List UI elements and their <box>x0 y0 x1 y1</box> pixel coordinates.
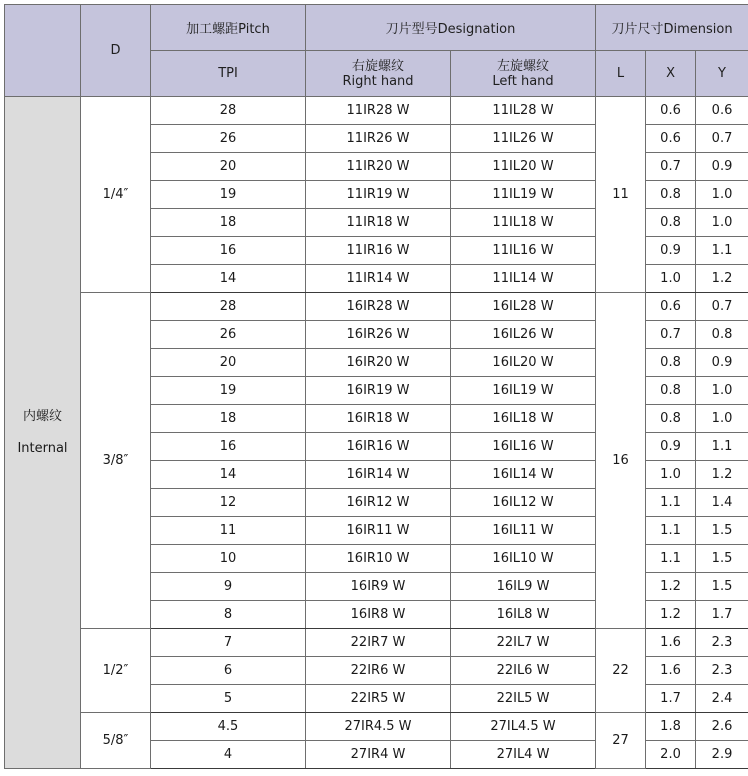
header-y: Y <box>696 51 748 97</box>
right-hand-cell: 11IR14 W <box>306 265 451 293</box>
tpi-cell: 14 <box>151 265 306 293</box>
x-cell: 1.2 <box>646 601 696 629</box>
left-hand-cell: 16IL14 W <box>451 461 596 489</box>
y-cell: 1.0 <box>696 181 748 209</box>
header-designation: 刀片型号Designation <box>306 5 596 51</box>
left-hand-cell: 11IL26 W <box>451 125 596 153</box>
right-hand-cell: 16IR8 W <box>306 601 451 629</box>
left-hand-cell: 27IL4 W <box>451 741 596 769</box>
right-hand-cell: 22IR7 W <box>306 629 451 657</box>
table-row <box>5 713 748 741</box>
y-cell: 1.0 <box>696 209 748 237</box>
header-x: X <box>646 51 696 97</box>
y-cell: 2.6 <box>696 713 748 741</box>
right-hand-cell: 16IR9 W <box>306 573 451 601</box>
x-cell: 0.7 <box>646 153 696 181</box>
header-category-blank <box>5 5 81 97</box>
category-cn: 内螺纹 <box>5 401 80 433</box>
right-hand-cell: 11IR18 W <box>306 209 451 237</box>
y-cell: 0.7 <box>696 125 748 153</box>
y-cell: 1.5 <box>696 573 748 601</box>
x-cell: 1.1 <box>646 545 696 573</box>
right-hand-cell: 16IR16 W <box>306 433 451 461</box>
tpi-cell: 5 <box>151 685 306 713</box>
left-hand-cell: 11IL19 W <box>451 181 596 209</box>
x-cell: 0.8 <box>646 349 696 377</box>
left-hand-cell: 11IL14 W <box>451 265 596 293</box>
right-hand-cell: 11IR20 W <box>306 153 451 181</box>
y-cell: 2.4 <box>696 685 748 713</box>
x-cell: 1.7 <box>646 685 696 713</box>
y-cell: 1.5 <box>696 517 748 545</box>
y-cell: 1.2 <box>696 461 748 489</box>
x-cell: 0.6 <box>646 97 696 125</box>
tpi-cell: 8 <box>151 601 306 629</box>
x-cell: 1.2 <box>646 573 696 601</box>
x-cell: 1.6 <box>646 629 696 657</box>
right-hand-cell: 16IR11 W <box>306 517 451 545</box>
header-left-hand <box>451 51 596 97</box>
y-cell: 2.9 <box>696 741 748 769</box>
table-row <box>5 97 748 125</box>
y-cell: 1.4 <box>696 489 748 517</box>
left-hand-cell: 16IL10 W <box>451 545 596 573</box>
right-hand-cell: 11IR26 W <box>306 125 451 153</box>
tpi-cell: 7 <box>151 629 306 657</box>
tpi-cell: 9 <box>151 573 306 601</box>
header-dimension: 刀片尺寸Dimension <box>596 5 748 51</box>
left-hand-cell: 16IL26 W <box>451 321 596 349</box>
thread-insert-spec-table <box>4 4 748 769</box>
table-row <box>5 293 748 321</box>
tpi-cell: 20 <box>151 349 306 377</box>
diameter-cell: 3/8″ <box>81 293 151 629</box>
x-cell: 1.0 <box>646 265 696 293</box>
left-hand-cell: 16IL9 W <box>451 573 596 601</box>
left-hand-cell: 11IL18 W <box>451 209 596 237</box>
y-cell: 1.5 <box>696 545 748 573</box>
left-hand-cell: 22IL6 W <box>451 657 596 685</box>
table-body <box>5 97 748 769</box>
x-cell: 0.8 <box>646 209 696 237</box>
left-hand-cell: 27IL4.5 W <box>451 713 596 741</box>
x-cell: 0.8 <box>646 181 696 209</box>
tpi-cell: 28 <box>151 293 306 321</box>
y-cell: 1.7 <box>696 601 748 629</box>
header-tpi: TPI <box>151 51 306 97</box>
header-d: D <box>81 5 151 97</box>
length-cell: 27 <box>596 713 646 769</box>
header-l: L <box>596 51 646 97</box>
right-hand-cell: 16IR26 W <box>306 321 451 349</box>
diameter-cell: 1/2″ <box>81 629 151 713</box>
x-cell: 0.6 <box>646 125 696 153</box>
tpi-cell: 26 <box>151 321 306 349</box>
left-hand-cell: 16IL11 W <box>451 517 596 545</box>
header-right-hand-en: Right hand <box>306 74 450 89</box>
left-hand-cell: 11IL16 W <box>451 237 596 265</box>
table-header <box>5 5 748 97</box>
right-hand-cell: 16IR28 W <box>306 293 451 321</box>
right-hand-cell: 27IR4.5 W <box>306 713 451 741</box>
right-hand-cell: 16IR10 W <box>306 545 451 573</box>
left-hand-cell: 16IL16 W <box>451 433 596 461</box>
left-hand-cell: 22IL5 W <box>451 685 596 713</box>
tpi-cell: 11 <box>151 517 306 545</box>
category-cell <box>5 97 81 769</box>
y-cell: 2.3 <box>696 629 748 657</box>
y-cell: 1.1 <box>696 433 748 461</box>
header-right-hand-cn: 右旋螺纹 <box>306 59 450 74</box>
right-hand-cell: 11IR19 W <box>306 181 451 209</box>
x-cell: 1.1 <box>646 517 696 545</box>
tpi-cell: 12 <box>151 489 306 517</box>
tpi-cell: 16 <box>151 433 306 461</box>
x-cell: 1.1 <box>646 489 696 517</box>
right-hand-cell: 16IR20 W <box>306 349 451 377</box>
right-hand-cell: 22IR5 W <box>306 685 451 713</box>
y-cell: 0.8 <box>696 321 748 349</box>
right-hand-cell: 16IR19 W <box>306 377 451 405</box>
tpi-cell: 4.5 <box>151 713 306 741</box>
x-cell: 0.7 <box>646 321 696 349</box>
tpi-cell: 28 <box>151 97 306 125</box>
x-cell: 0.9 <box>646 237 696 265</box>
length-cell: 16 <box>596 293 646 629</box>
tpi-cell: 18 <box>151 405 306 433</box>
tpi-cell: 20 <box>151 153 306 181</box>
y-cell: 1.1 <box>696 237 748 265</box>
table-row <box>5 629 748 657</box>
header-left-hand-cn: 左旋螺纹 <box>451 59 595 74</box>
category-en: Internal <box>5 433 80 465</box>
y-cell: 1.2 <box>696 265 748 293</box>
left-hand-cell: 16IL19 W <box>451 377 596 405</box>
left-hand-cell: 16IL28 W <box>451 293 596 321</box>
right-hand-cell: 11IR28 W <box>306 97 451 125</box>
diameter-cell: 1/4″ <box>81 97 151 293</box>
right-hand-cell: 16IR14 W <box>306 461 451 489</box>
length-cell: 11 <box>596 97 646 293</box>
x-cell: 0.9 <box>646 433 696 461</box>
tpi-cell: 16 <box>151 237 306 265</box>
right-hand-cell: 16IR12 W <box>306 489 451 517</box>
tpi-cell: 18 <box>151 209 306 237</box>
left-hand-cell: 16IL20 W <box>451 349 596 377</box>
length-cell: 22 <box>596 629 646 713</box>
y-cell: 1.0 <box>696 377 748 405</box>
right-hand-cell: 27IR4 W <box>306 741 451 769</box>
header-left-hand-en: Left hand <box>451 74 595 89</box>
left-hand-cell: 11IL28 W <box>451 97 596 125</box>
header-right-hand <box>306 51 451 97</box>
tpi-cell: 26 <box>151 125 306 153</box>
tpi-cell: 19 <box>151 377 306 405</box>
left-hand-cell: 16IL18 W <box>451 405 596 433</box>
right-hand-cell: 22IR6 W <box>306 657 451 685</box>
tpi-cell: 14 <box>151 461 306 489</box>
left-hand-cell: 16IL12 W <box>451 489 596 517</box>
x-cell: 0.8 <box>646 377 696 405</box>
tpi-cell: 6 <box>151 657 306 685</box>
y-cell: 1.0 <box>696 405 748 433</box>
y-cell: 0.9 <box>696 153 748 181</box>
left-hand-cell: 22IL7 W <box>451 629 596 657</box>
x-cell: 0.8 <box>646 405 696 433</box>
x-cell: 0.6 <box>646 293 696 321</box>
y-cell: 0.9 <box>696 349 748 377</box>
x-cell: 1.6 <box>646 657 696 685</box>
diameter-cell: 5/8″ <box>81 713 151 769</box>
right-hand-cell: 16IR18 W <box>306 405 451 433</box>
y-cell: 0.7 <box>696 293 748 321</box>
header-pitch: 加工螺距Pitch <box>151 5 306 51</box>
y-cell: 0.6 <box>696 97 748 125</box>
tpi-cell: 10 <box>151 545 306 573</box>
right-hand-cell: 11IR16 W <box>306 237 451 265</box>
x-cell: 2.0 <box>646 741 696 769</box>
x-cell: 1.8 <box>646 713 696 741</box>
x-cell: 1.0 <box>646 461 696 489</box>
left-hand-cell: 16IL8 W <box>451 601 596 629</box>
tpi-cell: 4 <box>151 741 306 769</box>
y-cell: 2.3 <box>696 657 748 685</box>
tpi-cell: 19 <box>151 181 306 209</box>
left-hand-cell: 11IL20 W <box>451 153 596 181</box>
